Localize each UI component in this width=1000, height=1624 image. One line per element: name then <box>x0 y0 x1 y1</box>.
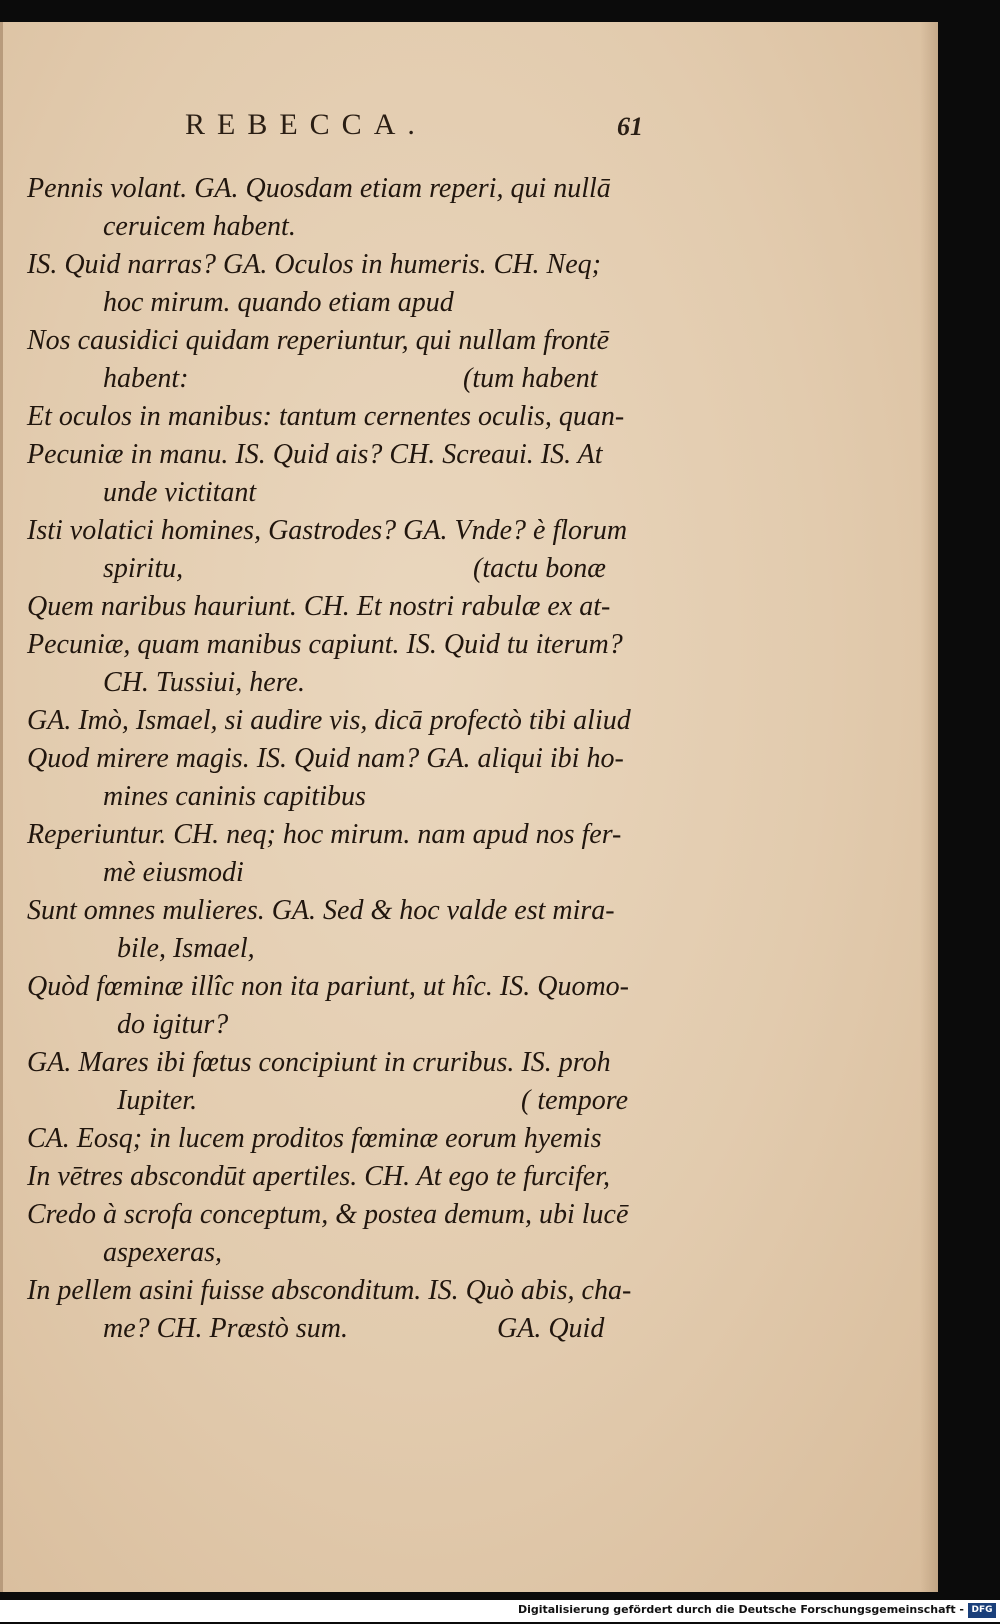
running-head: REBECCA. <box>185 108 427 141</box>
text-line: Isti volatici homines, Gastrodes? GA. Vnde? è florum <box>27 515 628 546</box>
body-text <box>27 170 667 1348</box>
text-line: Pecuniæ, quam manibus capiunt. IS. Quid tu iterum? <box>27 629 623 660</box>
text-line: CA. Eosq; in lucem proditos fœminæ eorum hyemis <box>27 1123 602 1154</box>
text-line: mè eiusmodi <box>103 857 244 888</box>
text-line-split <box>27 360 667 398</box>
text-line: In vētres abscondūt apertiles. CH. At ego te furcifer, <box>27 1161 610 1192</box>
book-page <box>0 22 938 1592</box>
text-line-split <box>27 1310 667 1348</box>
text-line-split <box>27 550 667 588</box>
text-line: Quod mirere magis. IS. Quid nam? GA. aliqui ibi ho- <box>27 743 624 774</box>
text-line-split <box>27 1082 667 1120</box>
text-line-left: habent: <box>103 363 189 394</box>
text-line-left: spiritu, <box>103 553 184 584</box>
text-line: Sunt omnes mulieres. GA. Sed & hoc valde est mira- <box>27 895 615 926</box>
text-line-right: (tactu bonæ <box>473 553 606 584</box>
text-line: aspexeras, <box>103 1237 222 1268</box>
text-line: Quòd fœminæ illîc non ita pariunt, ut hîc. IS. Quomo- <box>27 971 629 1002</box>
text-line: Quem naribus hauriunt. CH. Et nostri rabulæ ex at- <box>27 591 611 622</box>
text-line-right: ( tempore <box>521 1085 629 1116</box>
text-line: Et oculos in manibus: tantum cernentes oculis, quan- <box>27 401 625 432</box>
text-line: GA. Imò, Ismael, si audire vis, dicā profectò tibi aliud <box>27 705 631 736</box>
text-line: mines caninis capitibus <box>103 781 366 812</box>
page-number: 61 <box>617 112 643 141</box>
text-line: In pellem asini fuisse absconditum. IS. Quò abis, cha- <box>27 1275 632 1306</box>
text-line-right: (tum habent <box>463 363 598 394</box>
text-line-right: GA. Quid <box>497 1313 605 1344</box>
dfg-logo: DFG <box>968 1603 996 1618</box>
digitization-footer <box>0 1600 1000 1622</box>
text-line: Pennis volant. GA. Quosdam etiam reperi, qui nullā <box>27 173 611 204</box>
text-line: hoc mirum. quando etiam apud <box>103 287 454 318</box>
text-line: ceruicem habent. <box>103 211 296 242</box>
text-line: Pecuniæ in manu. IS. Quid ais? CH. Screaui. IS. At <box>27 439 603 470</box>
text-line: IS. Quid narras? GA. Oculos in humeris. CH. Neq; <box>27 249 601 280</box>
text-line-left: Iupiter. <box>117 1085 198 1116</box>
text-line: CH. Tussiui, here. <box>103 667 305 698</box>
text-line: Credo à scrofa conceptum, & postea demum, ubi lucē <box>27 1199 629 1230</box>
text-line: unde victitant <box>103 477 257 508</box>
text-line: Reperiuntur. CH. neq; hoc mirum. nam apud nos fer- <box>27 819 622 850</box>
text-line: bile, Ismael, <box>117 933 255 964</box>
text-line: Nos causidici quidam reperiuntur, qui nullam frontē <box>27 325 610 356</box>
footer-credit: Digitalisierung gefördert durch die Deutsche Forschungsgemeinschaft - <box>517 1603 964 1616</box>
text-line-left: me? CH. Præstò sum. <box>103 1313 349 1344</box>
text-line: GA. Mares ibi fœtus concipiunt in cruribus. IS. proh <box>27 1047 611 1078</box>
text-line: do igitur? <box>117 1009 229 1040</box>
